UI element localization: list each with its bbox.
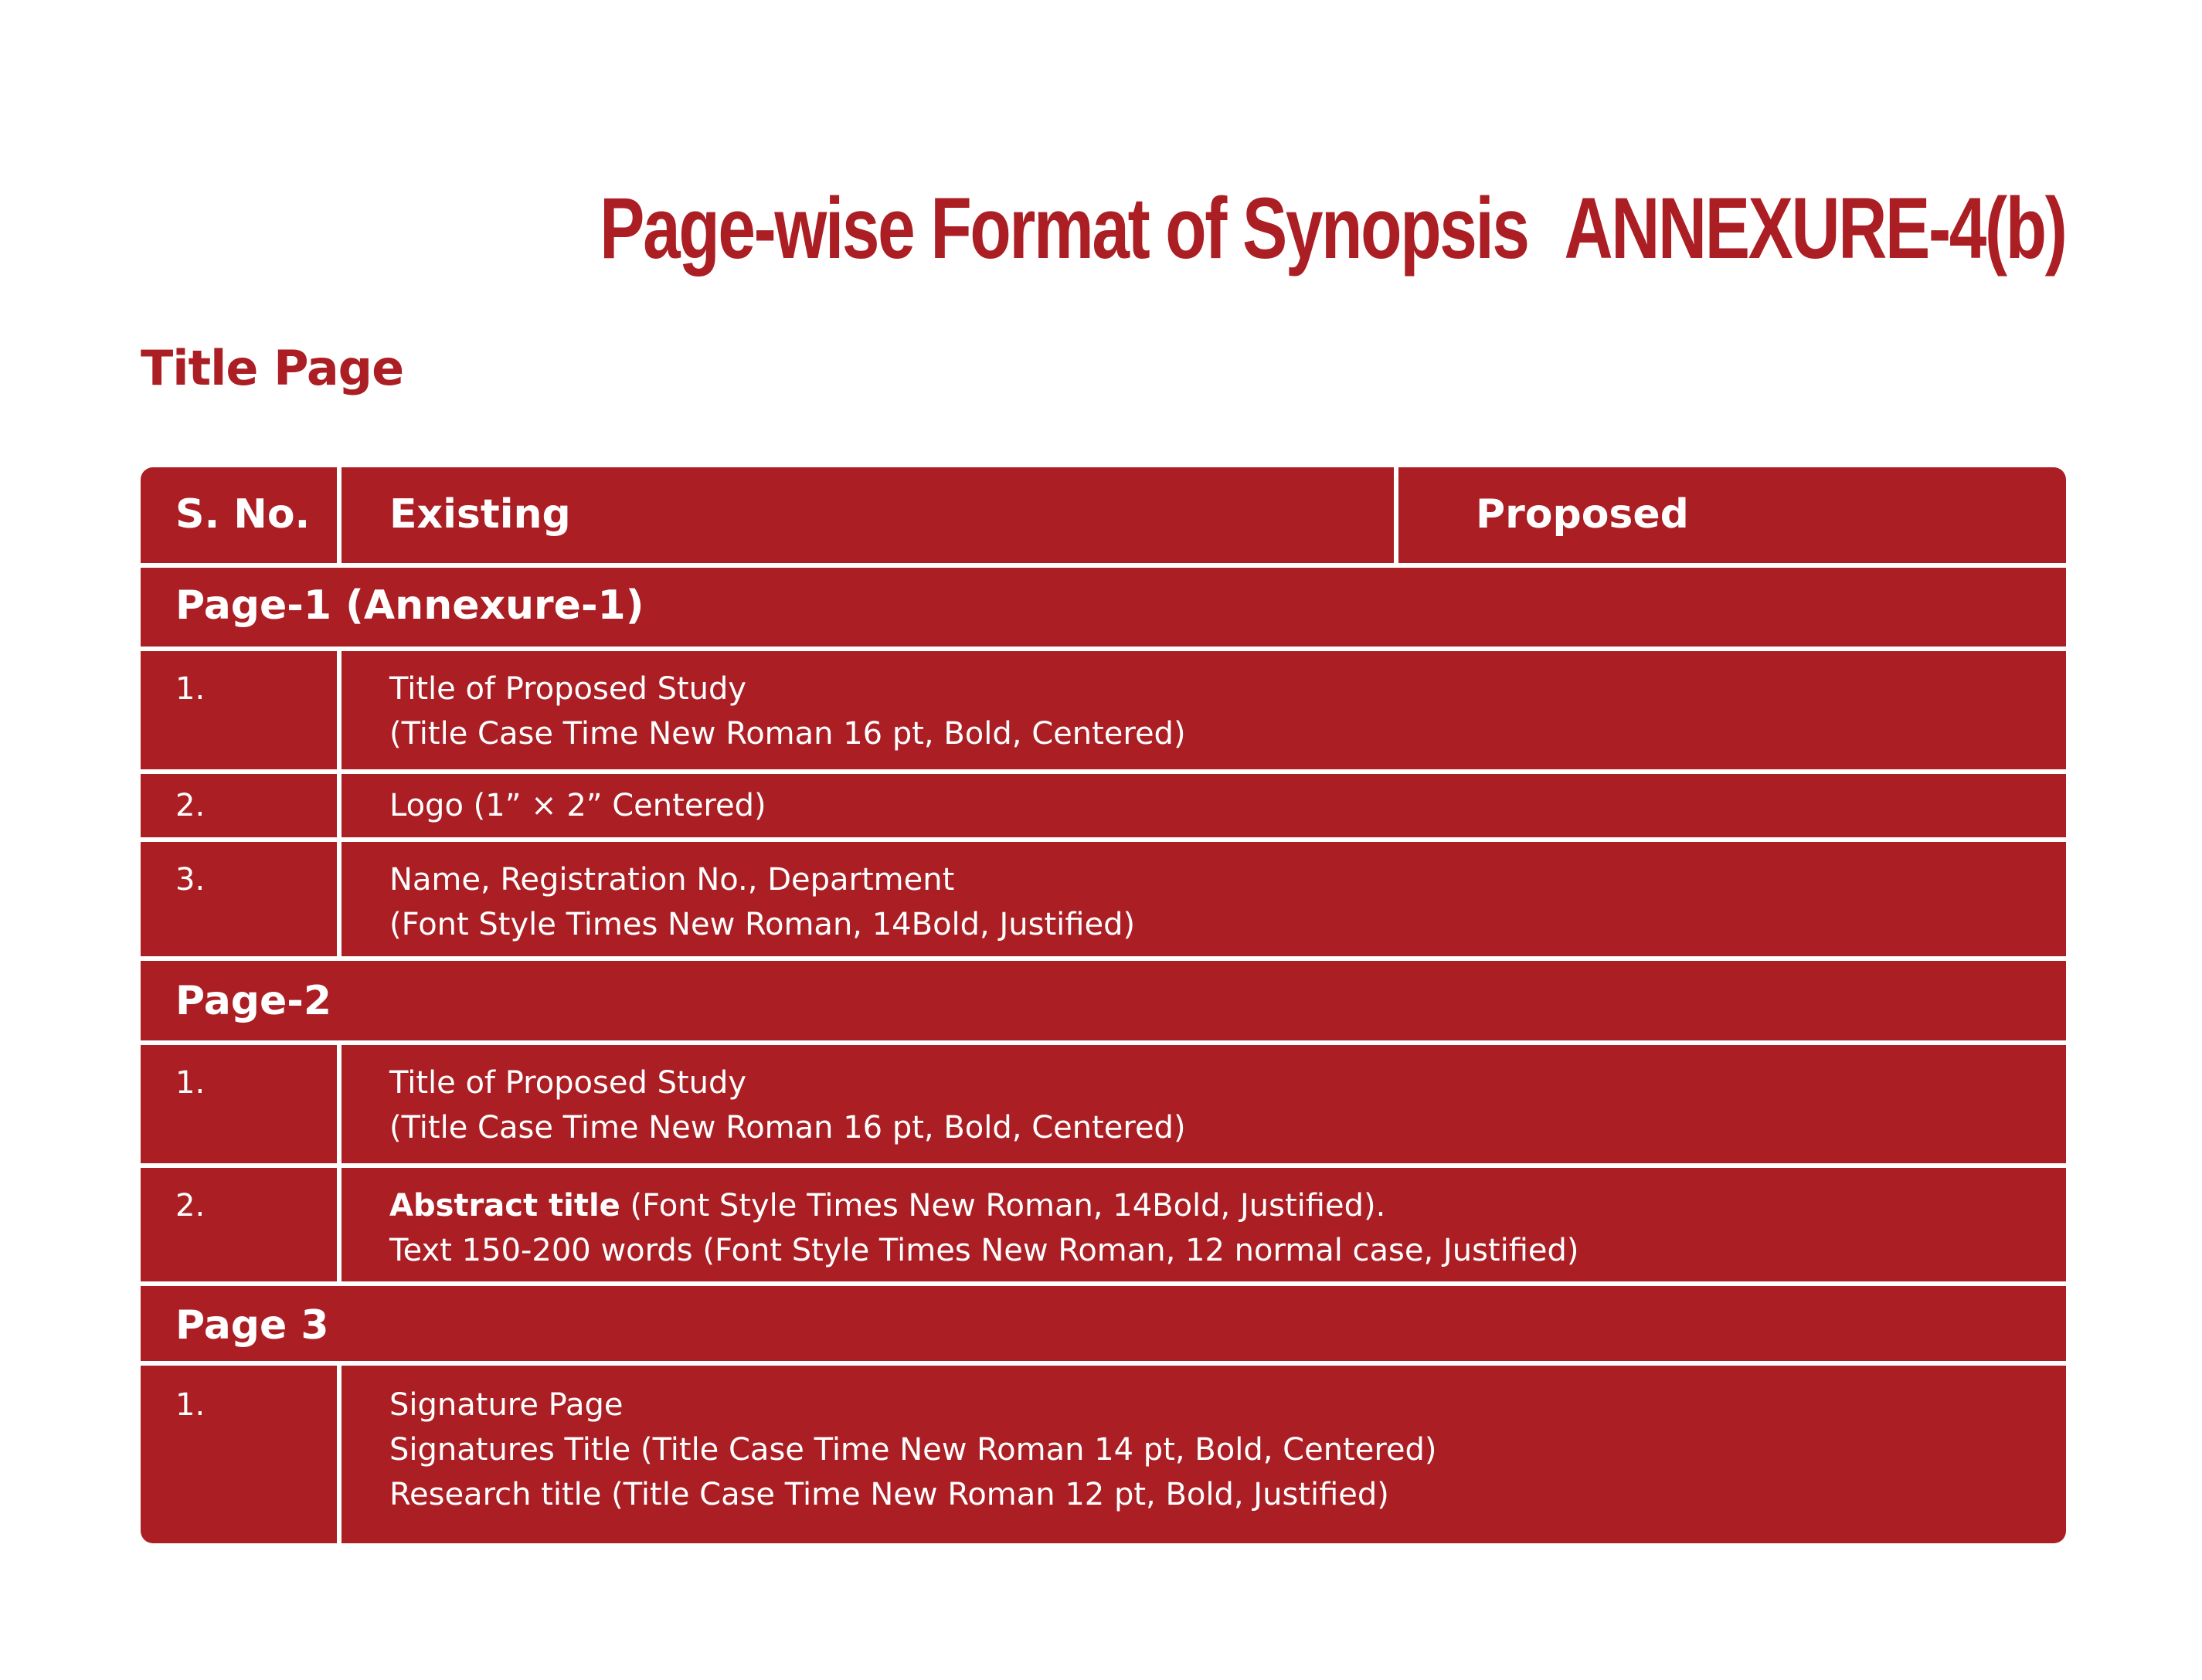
description-line: (Font Style Times New Roman, 14Bold, Justified) bbox=[389, 907, 1136, 942]
description-line: (Title Case Time New Roman 16 pt, Bold, Centered) bbox=[389, 716, 1186, 752]
annexure-label: ANNEXURE-4(b) bbox=[1564, 180, 2066, 277]
description-line: Text 150-200 words (Font Style Times New Roman, 12 normal case, Justified) bbox=[389, 1233, 1579, 1268]
row-divider bbox=[141, 563, 2066, 568]
row-description bbox=[389, 1061, 1186, 1150]
row-description bbox=[389, 1383, 1437, 1517]
description-line: Signature Page bbox=[389, 1387, 624, 1423]
header-existing: Existing bbox=[389, 491, 571, 538]
row-number: 2. bbox=[175, 1188, 206, 1224]
row-divider bbox=[141, 1281, 2066, 1286]
table-row bbox=[141, 1168, 2066, 1284]
row-number: 1. bbox=[175, 671, 206, 707]
row-divider bbox=[141, 956, 2066, 961]
row-description bbox=[389, 1183, 1579, 1273]
table-row bbox=[141, 774, 2066, 839]
abstract-title-label: Abstract title bbox=[389, 1188, 620, 1224]
table-row bbox=[141, 842, 2066, 959]
format-table bbox=[141, 467, 2066, 1543]
description-line: (Title Case Time New Roman 16 pt, Bold, Centered) bbox=[389, 1110, 1186, 1145]
section-title: Title Page bbox=[141, 340, 404, 396]
description-line: Title of Proposed Study bbox=[389, 1065, 747, 1101]
description-line: Name, Registration No., Department bbox=[389, 862, 955, 898]
description-line: Signatures Title (Title Case Time New Roman 14 pt, Bold, Centered) bbox=[389, 1432, 1437, 1468]
row-description bbox=[389, 667, 1186, 756]
row-number: 2. bbox=[175, 788, 206, 823]
row-number: 1. bbox=[175, 1387, 206, 1423]
header-sno: S. No. bbox=[175, 491, 311, 538]
group-label-page-3: Page 3 bbox=[175, 1302, 329, 1349]
group-label-page-2: Page-2 bbox=[175, 978, 332, 1024]
row-number: 3. bbox=[175, 862, 206, 898]
page-title bbox=[600, 180, 2066, 277]
column-divider bbox=[337, 651, 342, 956]
column-divider bbox=[1394, 467, 1398, 566]
table-row bbox=[141, 1366, 2066, 1543]
table-row bbox=[141, 651, 2066, 773]
description-text: (Font Style Times New Roman, 14Bold, Justified). bbox=[620, 1188, 1386, 1224]
column-divider bbox=[337, 1366, 342, 1543]
row-description bbox=[389, 857, 1135, 947]
column-divider bbox=[337, 467, 342, 566]
table-row bbox=[141, 1045, 2066, 1167]
row-description bbox=[389, 783, 766, 828]
description-line bbox=[389, 1183, 1579, 1228]
description-line: Title of Proposed Study bbox=[389, 671, 747, 707]
description-line: Research title (Title Case Time New Roman 12 pt, Bold, Justified) bbox=[389, 1477, 1389, 1512]
group-label-page-1: Page-1 (Annexure-1) bbox=[175, 582, 644, 629]
row-number: 1. bbox=[175, 1065, 206, 1101]
column-divider bbox=[337, 1045, 342, 1281]
header-proposed: Proposed bbox=[1476, 491, 1689, 538]
description-line: Logo (1” × 2” Centered) bbox=[389, 788, 766, 823]
document-title: Page-wise Format of Synopsis bbox=[600, 180, 1529, 277]
